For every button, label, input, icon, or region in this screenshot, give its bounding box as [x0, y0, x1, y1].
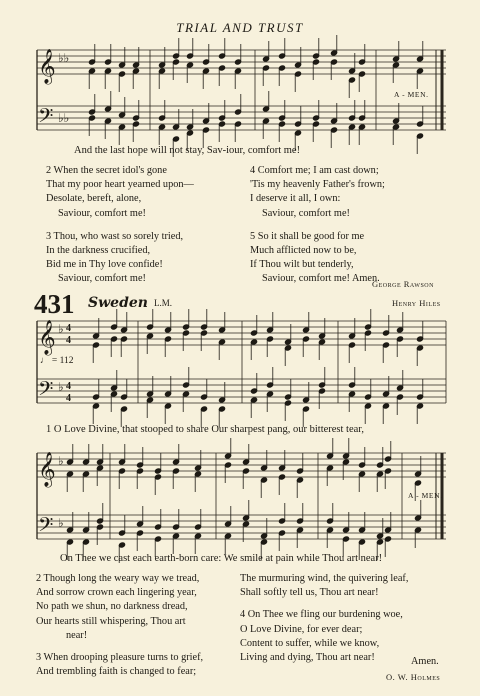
meter: L.M. [154, 298, 172, 308]
svg-text:♭: ♭ [58, 516, 64, 530]
svg-text:4: 4 [66, 335, 71, 346]
hymn431-lyric-1: 1 O Love Divine, that stooped to share Our sharpest pang, our bitterest tear, [46, 424, 364, 435]
svg-text:𝄢: 𝄢 [38, 106, 54, 132]
author-rawson: George Rawson [372, 279, 434, 289]
verse-3: 3 Thou, who wast so sorely tried, In the darkness crucified, Bid me in Thy love confide! Saviour, comfort me! [46, 230, 184, 285]
verse-431-4: 4 On Thee we fling our burdening woe, O Love Divine, for ever dear; Content to suffer, while we know, Living and dying, Thou art near! [240, 609, 403, 664]
svg-text:𝄞: 𝄞 [38, 321, 56, 354]
svg-text:♭: ♭ [58, 322, 64, 336]
svg-text:4: 4 [66, 393, 71, 404]
verses-bottom-right [240, 572, 408, 665]
verse-431-2: 2 Though long the weary way we tread, And sorrow crown each lingering year, No path we shun, no darkness dread, Our hearts still whispering, Thou art near! [36, 573, 200, 641]
amen-label-2: A - MEN. [408, 491, 443, 500]
svg-text:♭♭: ♭♭ [58, 51, 70, 65]
page-header: TRIAL AND TRUST [176, 20, 304, 35]
svg-text:♭♭: ♭♭ [58, 111, 70, 125]
hymn431-lyric-2: On Thee we cast each earth-born care: We smile at pain while Thou art near! [60, 553, 383, 564]
tempo-mark: ♩ = 112 [40, 356, 74, 366]
svg-text:𝄢: 𝄢 [38, 379, 54, 405]
amen-text: Amen. [411, 656, 439, 667]
amen-label-1: A - MEN. [394, 90, 429, 99]
hymn-number: 431 [34, 289, 75, 319]
verse-431-3: 3 When drooping pleasure turns to grief, And trembling faith is changed to fear; [36, 652, 204, 678]
svg-text:𝄞: 𝄞 [38, 453, 56, 486]
svg-text:𝄞: 𝄞 [38, 50, 56, 83]
tune-name: Sweden [88, 295, 148, 311]
svg-text:♭: ♭ [58, 454, 64, 468]
verses-bottom-left [36, 572, 203, 679]
svg-text:4: 4 [66, 323, 71, 334]
verse-2: 2 When the secret idol's gone That my poor heart yearned upon— Desolate, bereft, alone, Saviour, comfort me! [46, 165, 194, 219]
verse-431-2-cont: The murmuring wind, the quivering leaf, Shall softly tell us, Thou art near! [240, 573, 409, 599]
composer: Henry Hiles [392, 298, 441, 308]
verse-4: 4 Comfort me; I am cast down; 'Tis my heavenly Father's frown; I deserve it all, I own: Saviour, comfort me! [250, 165, 385, 219]
svg-text:4: 4 [66, 381, 71, 392]
system1-lyric: And the last hope will not stay, Sav-iour, comfort me! [74, 145, 301, 156]
verse-5: 5 So it shall be good for me Much afflicted now to be, If Thou wilt but tenderly, Saviour, comfort me! Amen. [250, 230, 380, 285]
author-holmes: O. W. Holmes [386, 672, 441, 682]
svg-text:♭: ♭ [58, 380, 64, 394]
svg-text:𝄢: 𝄢 [38, 515, 54, 541]
